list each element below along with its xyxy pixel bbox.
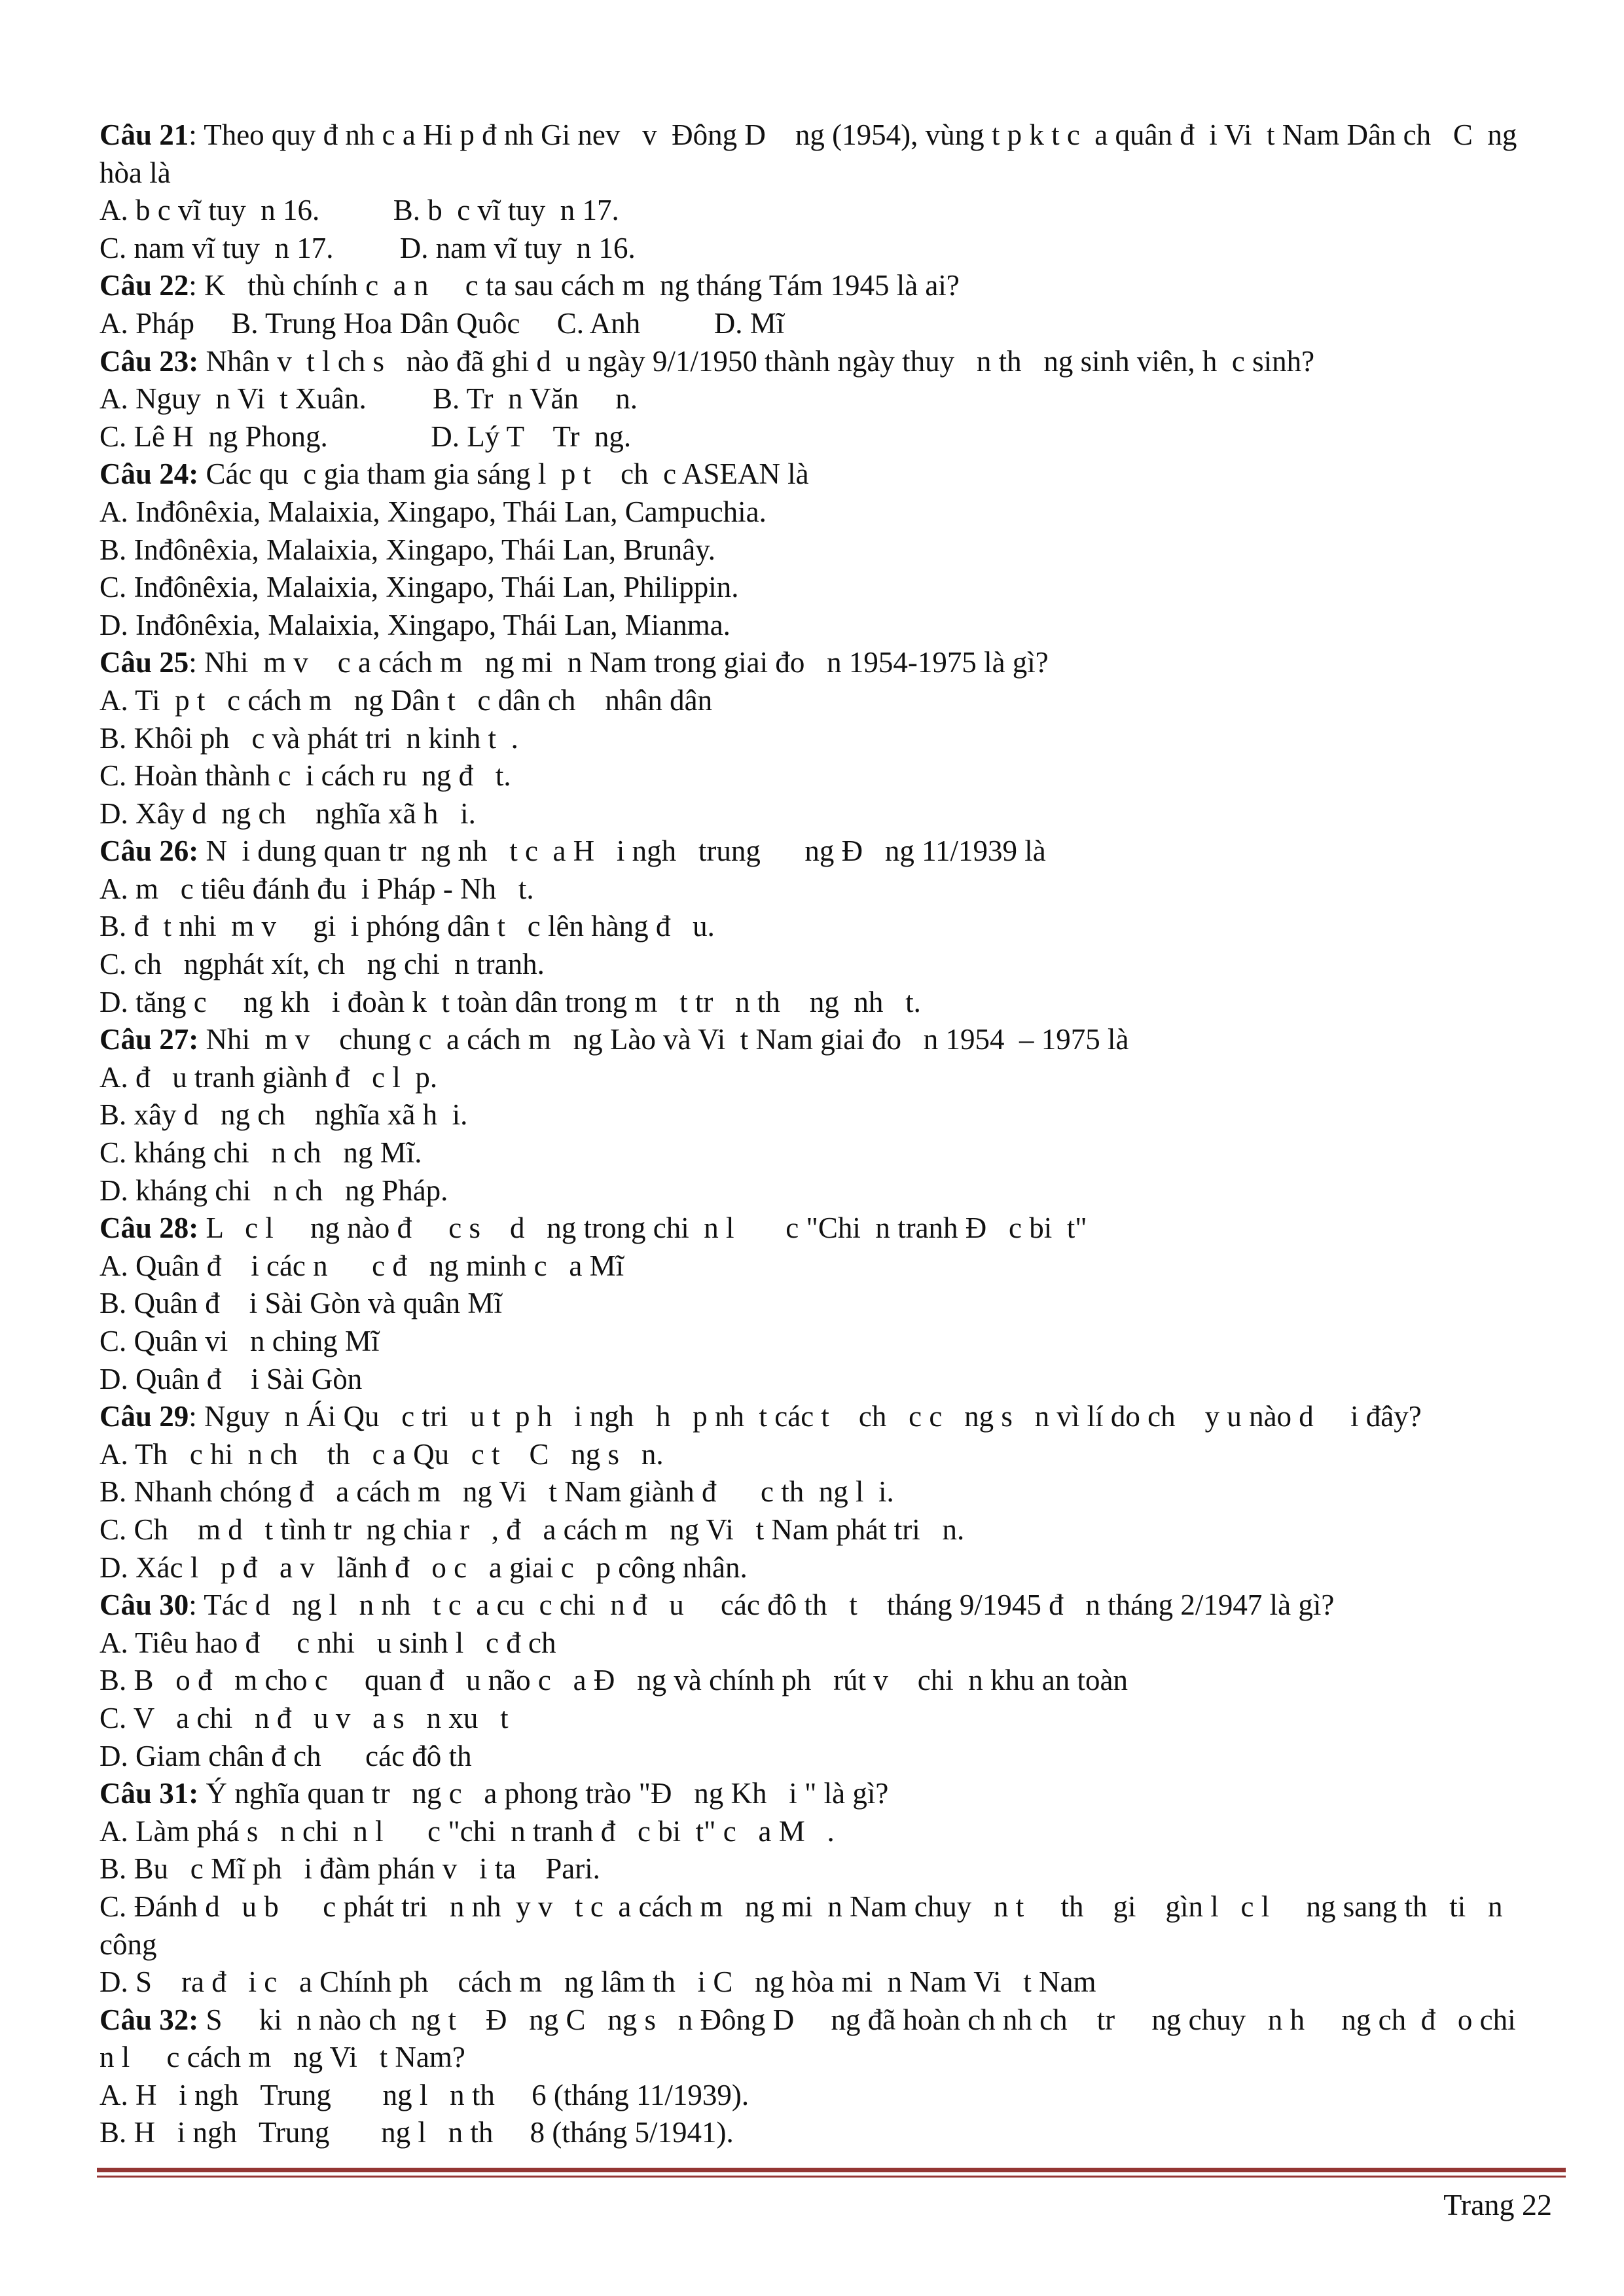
answer-option: B. Khôi ph c và phát tri n kinh t . — [99, 721, 518, 755]
question-label: Câu 32: — [99, 2003, 199, 2036]
answer-option: D. Giam chân đ ch các đô th — [99, 1739, 472, 1772]
question-stem — [99, 1210, 1533, 1247]
question-text: Nhân v t l ch s nào đã ghi d u ngày 9/1/1950 thành ngày thuy n th ng sinh viên, h c sinh? — [198, 344, 1315, 378]
answer-option: C. Đánh d u b c phát tri n nh y v t c a cách m ng mi n Nam chuy n t th gi gìn l c l ng sang th ti n công — [99, 1890, 1510, 1961]
question-block — [99, 833, 1533, 1021]
answer-option: C. V a chi n đ u v a s n xu t — [99, 1701, 509, 1734]
answer-option: B. H i ngh Trung ng l n th 8 (tháng 5/1941). — [99, 2116, 734, 2149]
question-text: N i dung quan tr ng nh t c a H i ngh trung ng Đ ng 11/1939 là — [198, 834, 1046, 868]
question-text: : Tác d ng l n nh t c a cu c chi n đ u các đô th t tháng 9/1945 đ n tháng 2/1947 là gì? — [189, 1588, 1335, 1622]
answer-option: C. kháng chi n ch ng Mĩ. — [99, 1136, 422, 1170]
answer-option: B. Quân đ i Sài Gòn và quân Mĩ — [99, 1287, 502, 1320]
answer-option: D. Quân đ i Sài Gòn — [99, 1362, 363, 1395]
question-block — [99, 1210, 1533, 1398]
question-label: Câu 23: — [99, 344, 199, 378]
answer-option: A. Nguy n Vi t Xuân. B. Tr n Văn n. — [99, 382, 638, 416]
answer-option: A. Làm phá s n chi n l c "chi n tranh đ c bi t" c a M . — [99, 1814, 835, 1848]
answer-option: A. đ u tranh giành đ c l p. — [99, 1060, 438, 1094]
question-label: Câu 22 — [99, 269, 189, 302]
answer-option: B. B o đ m cho c quan đ u não c a Đ ng và chính ph rút v chi n khu an toàn — [99, 1664, 1128, 1697]
question-block — [99, 456, 1533, 644]
question-stem — [99, 1021, 1533, 1059]
answer-option: A. Quân đ i các n c đ ng minh c a Mĩ — [99, 1249, 624, 1282]
question-block — [99, 644, 1533, 833]
answer-option: B. Bu c Mĩ ph i đàm phán v i ta Pari. — [99, 1852, 600, 1886]
answer-option: C. Lê H ng Phong. D. Lý T Tr ng. — [99, 420, 632, 453]
answer-option: C. ch ngphát xít, ch ng chi n tranh. — [99, 948, 545, 981]
question-label: Câu 29 — [99, 1400, 189, 1433]
question-text: L c l ng nào đ c s d ng trong chi n l c "Chi n tranh Đ c bi t" — [198, 1211, 1087, 1245]
question-block — [99, 2001, 1533, 2152]
answer-option: A. Tiêu hao đ c nhi u sinh l c đ ch — [99, 1626, 556, 1659]
question-block — [99, 343, 1533, 456]
question-label: Câu 28: — [99, 1211, 199, 1245]
answer-option: C. Hoàn thành c i cách ru ng đ t. — [99, 759, 511, 793]
question-block — [99, 1021, 1533, 1210]
answer-option: D. tăng c ng kh i đoàn k t toàn dân trong m t tr n th ng nh t. — [99, 985, 921, 1018]
answer-option: D. kháng chi n ch ng Pháp. — [99, 1174, 448, 1207]
question-block — [99, 1775, 1533, 2001]
answer-option: A. Pháp B. Trung Hoa Dân Quôc C. Anh D. Mĩ — [99, 306, 785, 340]
answer-option: B. Nhanh chóng đ a cách m ng Vi t Nam giành đ c th ng l i. — [99, 1475, 894, 1509]
page-number: Trang 22 — [1443, 2188, 1552, 2221]
question-text: Ý nghĩa quan tr ng c a phong trào "Đ ng Kh i " là gì? — [198, 1777, 889, 1810]
question-list — [99, 117, 1533, 2152]
question-text: : Nhi m v c a cách m ng mi n Nam trong giai đo n 1954-1975 là gì? — [189, 646, 1049, 679]
question-label: Câu 31: — [99, 1777, 199, 1810]
question-label: Câu 24: — [99, 457, 199, 491]
answer-option: C. Inđônêxia, Malaixia, Xingapo, Thái Lan, Philippin. — [99, 571, 739, 604]
answer-option: A. H i ngh Trung ng l n th 6 (tháng 11/1939). — [99, 2078, 749, 2111]
answer-option: D. Xác l p đ a v lãnh đ o c a giai c p công nhân. — [99, 1551, 748, 1584]
footer-rule-thin — [97, 2176, 1566, 2178]
answer-option: B. xây d ng ch nghĩa xã h i. — [99, 1098, 468, 1132]
question-block — [99, 1587, 1533, 1775]
question-stem — [99, 1398, 1533, 1436]
question-block — [99, 1398, 1533, 1587]
question-stem — [99, 267, 1533, 305]
question-stem — [99, 343, 1533, 381]
footer-rule-thick — [97, 2168, 1566, 2172]
answer-option: A. m c tiêu đánh đu i Pháp - Nh t. — [99, 872, 534, 905]
question-block — [99, 267, 1533, 342]
question-label: Câu 21 — [99, 118, 189, 151]
question-label: Câu 25 — [99, 646, 189, 679]
question-text: : K thù chính c a n c ta sau cách m ng tháng Tám 1945 là ai? — [189, 269, 960, 302]
question-text: S ki n nào ch ng t Đ ng C ng s n Đông D ng đã hoàn ch nh ch tr ng chuy n h ng ch đ o chi n l c cách m ng Vi t Nam? — [99, 2003, 1531, 2074]
question-stem — [99, 117, 1533, 192]
question-stem — [99, 644, 1533, 682]
answer-option: A. Inđônêxia, Malaixia, Xingapo, Thái Lan, Campuchia. — [99, 495, 767, 528]
answer-option: D. Xây d ng ch nghĩa xã h i. — [99, 797, 476, 830]
question-stem — [99, 833, 1533, 870]
question-stem — [99, 1775, 1533, 1813]
question-text: : Theo quy đ nh c a Hi p đ nh Gi nev v Đông D ng (1954), vùng t p k t c a quân đ i Vi t Nam Dân ch C ng hòa là — [99, 118, 1525, 189]
answer-option: C. Quân vi n ching Mĩ — [99, 1325, 380, 1357]
question-text: Nhi m v chung c a cách m ng Lào và Vi t Nam giai đo n 1954 – 1975 là — [198, 1023, 1129, 1056]
question-text: Các qu c gia tham gia sáng l p t ch c ASEAN là — [198, 457, 809, 491]
answer-option: A. Th c hi n ch th c a Qu c t C ng s n. — [99, 1437, 664, 1471]
answer-option: C. Ch m d t tình tr ng chia r , đ a cách m ng Vi t Nam phát tri n. — [99, 1513, 965, 1546]
answer-option: D. S ra đ i c a Chính ph cách m ng lâm th i C ng hòa mi n Nam Vi t Nam — [99, 1965, 1096, 1999]
answer-option: A. Ti p t c cách m ng Dân t c dân ch nhân dân — [99, 683, 713, 717]
question-label: Câu 27: — [99, 1023, 199, 1056]
question-block — [99, 117, 1533, 267]
question-stem — [99, 2001, 1533, 2077]
answer-option: B. Inđônêxia, Malaixia, Xingapo, Thái Lan, Brunây. — [99, 533, 716, 566]
question-label: Câu 30 — [99, 1588, 189, 1622]
answer-option: C. nam vĩ tuy n 17. D. nam vĩ tuy n 16. — [99, 231, 636, 264]
question-text: : Nguy n Ái Qu c tri u t p h i ngh h p nh t các t ch c c ng s n vì lí do ch y u nào d i đây? — [189, 1400, 1422, 1433]
answer-option: A. b c vĩ tuy n 16. B. b c vĩ tuy n 17. — [99, 194, 619, 227]
question-label: Câu 26: — [99, 834, 199, 868]
question-stem — [99, 456, 1533, 493]
answer-option: B. đ t nhi m v gi i phóng dân t c lên hàng đ u. — [99, 910, 715, 943]
answer-option: D. Inđônêxia, Malaixia, Xingapo, Thái Lan, Mianma. — [99, 608, 731, 641]
question-stem — [99, 1587, 1533, 1624]
